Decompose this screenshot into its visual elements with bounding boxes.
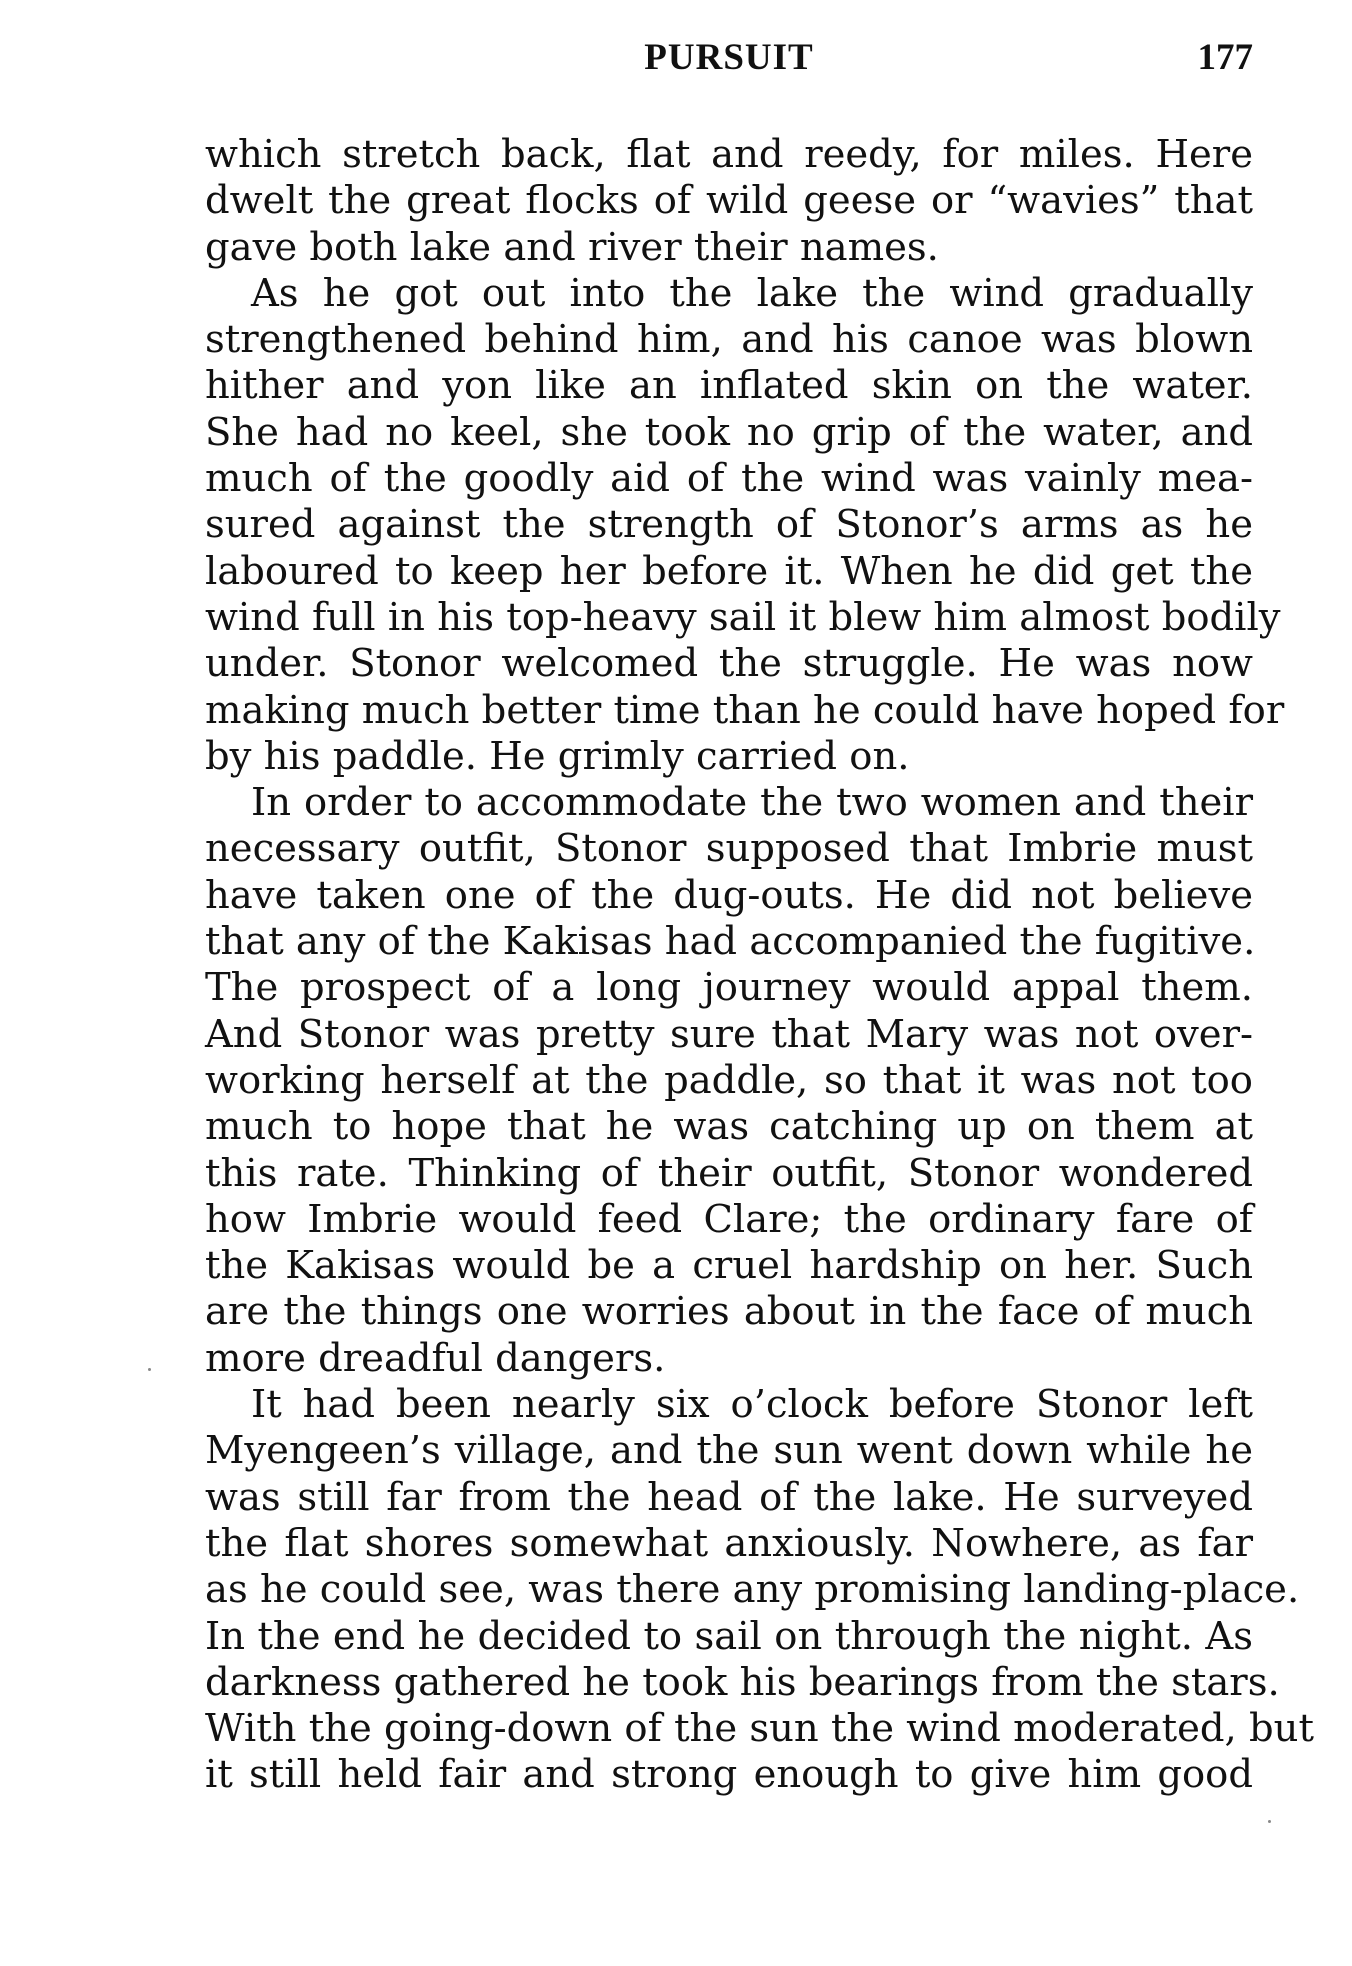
text-line: In order to accommodate the two women and their [251,780,1253,826]
text-line: In the end he decided to sail on through the night. As [205,1613,1253,1659]
text-line: under. Stonor welcomed the struggle. He was now [205,641,1253,687]
paper-speck [1268,1820,1271,1823]
text-line: working herself at the paddle, so that it was not too [205,1057,1253,1103]
text-line: making much better time than he could have hoped for [205,687,1285,733]
text-line: was still far from the head of the lake. He surveyed [205,1474,1253,1520]
text-line: the flat shores somewhat anxiously. Nowhere, as far [205,1520,1253,1566]
text-line: have taken one of the dug-outs. He did not believe [205,872,1253,918]
running-title: PURSUIT [644,37,814,78]
text-line: much of the goodly aid of the wind was vainly mea- [205,456,1253,502]
text-line: by his paddle. He grimly carried on. [205,733,910,779]
text-line: It had been nearly six o’clock before Stonor left [251,1382,1253,1428]
text-line: She had no keel, she took no grip of the water, and [205,409,1253,455]
text-line: strengthened behind him, and his canoe was blown [205,317,1253,363]
text-line: With the going-down of the sun the wind moderated, but [205,1706,1314,1752]
text-line: And Stonor was pretty sure that Mary was not over- [205,1011,1253,1057]
text-line: dwelt the great flocks of wild geese or “wavies” that [205,178,1253,224]
text-line: wind full in his top-heavy sail it blew him almost bodily [205,594,1281,640]
text-line: As he got out into the lake the wind gradually [251,270,1253,316]
text-line: the Kakisas would be a cruel hardship on her. Such [205,1243,1253,1289]
paper-speck [148,1368,151,1371]
text-line: much to hope that he was catching up on them at [205,1104,1253,1150]
running-head [205,36,1253,86]
text-line: this rate. Thinking of their outfit, Stonor wondered [205,1150,1253,1196]
text-line: necessary outfit, Stonor supposed that Imbrie must [205,826,1253,872]
text-line: as he could see, was there any promising landing-place. [205,1567,1300,1613]
text-line: it still held fair and strong enough to give him good [205,1752,1253,1798]
text-line: The prospect of a long journey would appal them. [205,965,1253,1011]
text-line: sured against the strength of Stonor’s arms as he [205,502,1253,548]
text-line: hither and yon like an inflated skin on the water. [205,363,1253,409]
text-line: how Imbrie would feed Clare; the ordinary fare of [205,1196,1253,1242]
text-line: Myengeen’s village, and the sun went down while he [205,1428,1253,1474]
text-line: are the things one worries about in the face of much [205,1289,1253,1335]
page-number: 177 [1197,37,1253,78]
text-line: that any of the Kakisas had accompanied the fugitive. [205,919,1256,965]
text-line: which stretch back, flat and reedy, for miles. Here [205,132,1253,177]
text-line: laboured to keep her before it. When he did get the [205,548,1253,594]
text-line: more dreadful dangers. [205,1335,666,1381]
text-line: darkness gathered he took his bearings from the stars. [205,1659,1280,1705]
body-text [205,132,1314,1799]
text-line: gave both lake and river their names. [205,224,939,270]
